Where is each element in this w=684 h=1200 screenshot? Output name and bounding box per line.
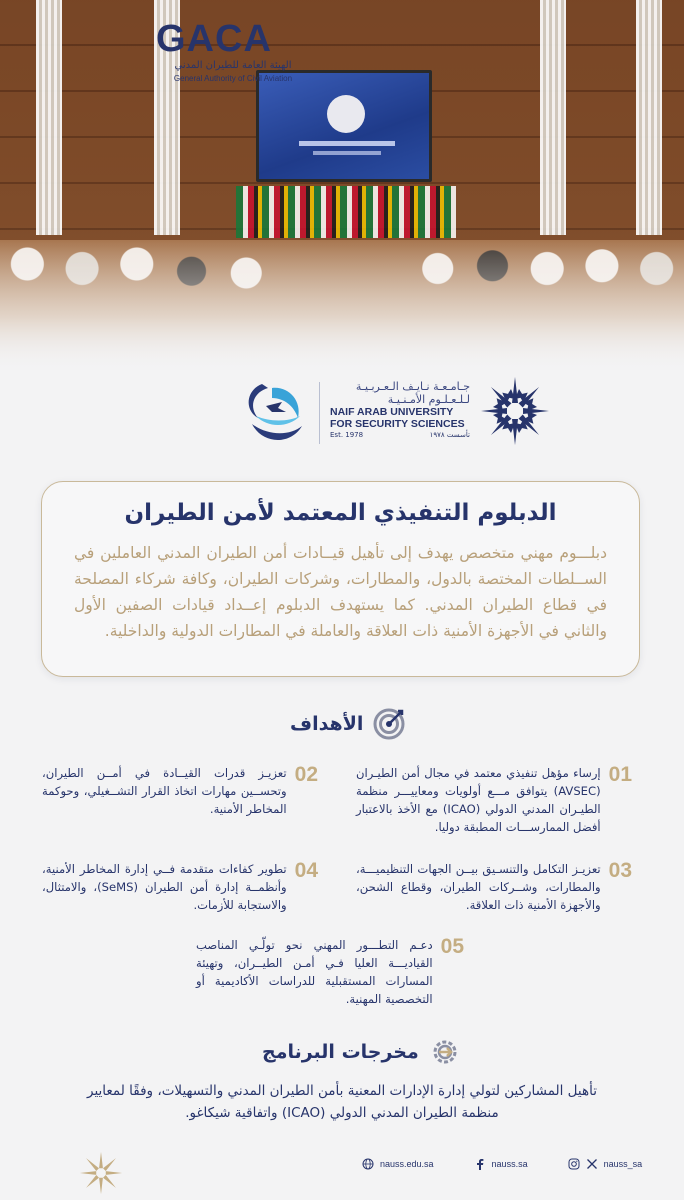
hero-photo — [0, 0, 684, 372]
goal-text: دعـم التطـــور المهني نحو تولّـي المناصب القياديـــة العليا فـي أمـن الطيــران، وتهيئة المسارات المستقبلية للدراسات الأكاديمية أو التخصصية المهنية. — [196, 938, 433, 1006]
presentation-screen — [256, 70, 432, 182]
goal-number: 02 — [294, 763, 318, 786]
nauss-arabic-line2: لـلـعـلـوم الأمـنـيـة — [387, 393, 470, 406]
goal-text: تعزيـز التكامل والتنسـيق بيــن الجهات التنظيميـــة، والمطارات، وشــركات الطيران، وقطاع الشحن، والأجهزة الأمنية ذات العلاقة. — [356, 862, 601, 912]
wall-pillar — [636, 0, 662, 235]
goal-item-01 — [356, 764, 632, 836]
globe-icon — [362, 1158, 374, 1170]
nauss-est-arabic: تأسست ١٩٧٨ — [429, 431, 470, 439]
footer-social[interactable] — [568, 1158, 643, 1170]
footer — [0, 1146, 684, 1200]
nauss-english-line2: FOR SECURITY SCIENCES — [330, 418, 465, 430]
nauss-arabic-line1: جـامـعـة نـايـف الـعـربـيـة — [355, 380, 470, 393]
gear-arrow-icon — [429, 1036, 461, 1068]
footer-facebook-text: nauss.sa — [491, 1159, 528, 1169]
gaca-english-name: General Authority of Civil Aviation — [173, 74, 293, 83]
gaca-wordmark: GACA — [156, 18, 272, 60]
goals-heading-text: الأهداف — [290, 713, 364, 735]
program-card — [41, 481, 640, 677]
program-description: دبلـــوم مهني متخصص يهدف إلى تأهيل قيــادات أمن الطيران المدني العاملين في الســلطات المختصة بالدول، والمطارات، وشركات الطيران، وكافة شركاء المصلحة في قطاع الطيران المدني. كما يستهدف الدبلوم إعــداد قيادات الصفين الأول والثاني في الأجهزة الأمنية ذات العلاقة والعاملة في المطارات الدولية والداخلية. — [74, 544, 607, 640]
nauss-logo-text — [330, 380, 475, 450]
footer-website[interactable] — [362, 1158, 434, 1170]
goal-item-05 — [196, 936, 464, 1008]
goal-text: تطوير كفاءات متقدمة فــي إدارة المخاطر الأمنية، وأنظمــة إدارة أمن الطيران (SeMS)، والامتثال، والاستجابة للأزمات. — [42, 862, 287, 912]
goals-heading — [290, 708, 405, 740]
wall-pillar — [540, 0, 566, 235]
nauss-est-english: Est. 1978 — [330, 431, 364, 439]
instagram-icon — [568, 1158, 580, 1170]
goal-item-03 — [356, 860, 632, 914]
goal-number: 05 — [440, 935, 464, 958]
nauss-english-line1: NAIF ARAB UNIVERSITY — [330, 406, 454, 418]
wall-pillar — [36, 0, 62, 235]
outcomes-heading-text: مخرجات البرنامج — [262, 1041, 419, 1063]
goal-number: 04 — [294, 859, 318, 882]
gaca-logo — [152, 10, 312, 83]
gaca-emblem-icon — [242, 376, 310, 452]
goal-item-04 — [42, 860, 318, 914]
outcomes-heading — [262, 1036, 461, 1068]
target-icon — [373, 708, 405, 740]
goal-item-02 — [42, 764, 318, 818]
footer-facebook[interactable] — [474, 1158, 528, 1170]
logo-divider — [319, 382, 320, 444]
photo-fade — [0, 240, 684, 372]
nauss-star-logo-icon — [479, 375, 551, 447]
footer-website-text: nauss.edu.sa — [380, 1159, 434, 1169]
nauss-star-footer-icon — [78, 1150, 124, 1196]
outcomes-text: تأهيل المشاركين لتولي إدارة الإدارات المعنية بأمن الطيران المدني والتسهيلات، وفقًا لمعايير منظمة الطيران المدني الدولي (ICAO) واتفاقية شيكاغو. — [87, 1083, 597, 1121]
goal-text: إرساء مؤهل تنفيذي معتمد في مجال أمن الطيـران (AVSEC) يتوافق مـــع أولويات ومعاييـــر منظمة الطيـران المدني الدولي (ICAO) مع الأخذ بالاعتبار أفضل الممارســـات المطبقة دوليا. — [356, 766, 601, 834]
facebook-icon — [474, 1158, 486, 1170]
goal-text: تعزيـز قدرات القيــادة في أمــن الطيران، وتحســين مهارات اتخاذ القرار التشــغيلي، وحوكمة المخاطر الأمنية. — [42, 766, 287, 816]
goal-number: 03 — [608, 859, 632, 882]
speaker-portrait — [327, 95, 365, 133]
footer-social-text: nauss_sa — [603, 1159, 643, 1169]
goal-number: 01 — [608, 763, 632, 786]
program-title: الدبلوم التنفيذي المعتمد لأمن الطيران — [124, 500, 557, 526]
gaca-arabic-name: الهيئة العامة للطيران المدني — [174, 60, 292, 71]
x-icon — [586, 1158, 598, 1170]
